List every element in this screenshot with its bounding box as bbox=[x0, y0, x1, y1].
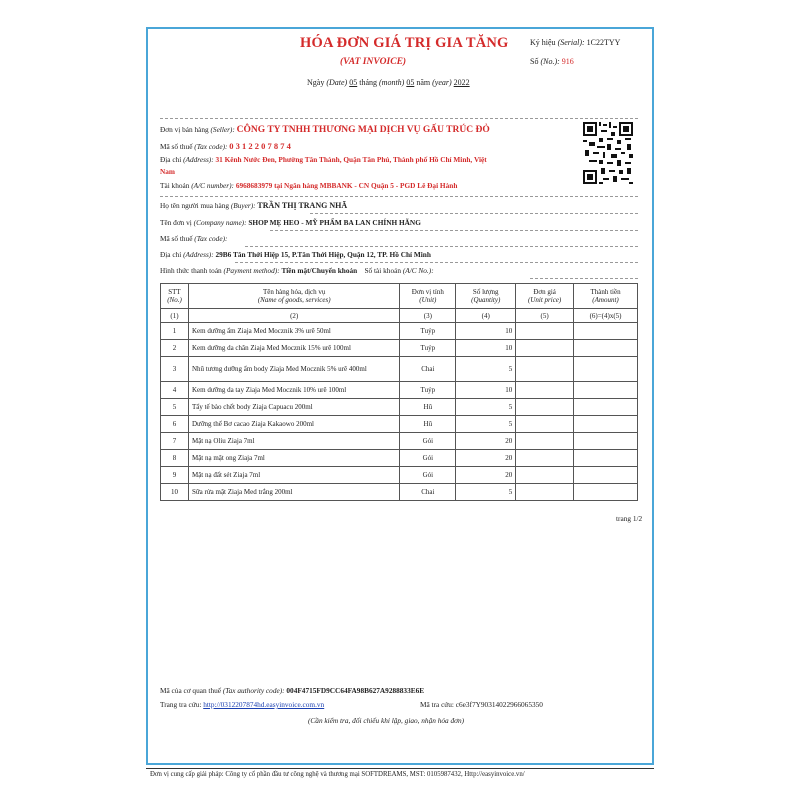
index-cell: (6)=(4)x(5) bbox=[574, 309, 638, 323]
table-row bbox=[161, 467, 638, 484]
qr-code bbox=[583, 122, 633, 184]
item-name: Mặt nạ Oliu Ziaja 7ml bbox=[188, 433, 399, 450]
item-name: Kem dưỡng da chân Ziaja Med Mocznik 15% urê 100ml bbox=[188, 340, 399, 357]
item-name: Dưỡng thể Bơ cacao Ziaja Kakaowo 200ml bbox=[188, 416, 399, 433]
table-row bbox=[161, 399, 638, 416]
serial-line: Ký hiệu (Serial): 1C22TYY bbox=[530, 38, 621, 47]
item-unit: Tuýp bbox=[400, 382, 456, 399]
item-amount bbox=[574, 450, 638, 467]
item-unit: Gói bbox=[400, 433, 456, 450]
item-price bbox=[516, 382, 574, 399]
item-amount bbox=[574, 433, 638, 450]
payment-line: Hình thức thanh toán (Payment method): Tiền mặt/Chuyển khoản Số tài khoản (A/C No.): bbox=[160, 266, 434, 275]
buyer-company-line: Tên đơn vị (Company name): SHOP MẸ HEO - MỸ PHẨM BA LAN CHÍNH HÃNG bbox=[160, 218, 421, 227]
row-number: 7 bbox=[161, 433, 189, 450]
item-quantity: 10 bbox=[456, 323, 516, 340]
index-cell: (1) bbox=[161, 309, 189, 323]
seller-tax-line: Mã số thuế (Tax code): 0 3 1 2 2 0 7 8 7 4 bbox=[160, 141, 291, 151]
row-number: 1 bbox=[161, 323, 189, 340]
invoice-number: 916 bbox=[561, 57, 574, 66]
index-cell: (4) bbox=[456, 309, 516, 323]
item-unit: Tuýp bbox=[400, 323, 456, 340]
dotted-line bbox=[310, 213, 638, 214]
index-cell: (3) bbox=[400, 309, 456, 323]
item-amount bbox=[574, 416, 638, 433]
header-cell: Đơn giá (Unit price) bbox=[516, 284, 574, 309]
row-number: 10 bbox=[161, 484, 189, 501]
index-cell: (5) bbox=[516, 309, 574, 323]
item-amount bbox=[574, 399, 638, 416]
buyer-address-line: Địa chỉ (Address): 29B6 Tân Thới Hiệp 15, P.Tân Thới Hiệp, Quận 12, TP. Hồ Chí Minh bbox=[160, 250, 431, 259]
item-unit: Chai bbox=[400, 357, 456, 382]
item-quantity: 20 bbox=[456, 433, 516, 450]
seller-address: 31 Kênh Nước Đen, Phường Tân Thành, Quận Tân Phú, Thành phố Hồ Chí Minh, Việt bbox=[215, 155, 487, 164]
buyer-address: 29B6 Tân Thới Hiệp 15, P.Tân Thới Hiệp, Quận 12, TP. Hồ Chí Minh bbox=[215, 250, 431, 259]
item-price bbox=[516, 357, 574, 382]
header-cell: STT (No.) bbox=[161, 284, 189, 309]
item-unit: Tuýp bbox=[400, 340, 456, 357]
lookup-code-line: Mã tra cứu: c6e3f7Y903140229660653​50 bbox=[420, 700, 543, 709]
item-quantity: 5 bbox=[456, 416, 516, 433]
seller-address-cont: Nam bbox=[160, 167, 175, 176]
lookup-line: Trang tra cứu: http://0312207874hd.easyinvoice.com.vn bbox=[160, 700, 325, 709]
row-number: 6 bbox=[161, 416, 189, 433]
buyer-tax-line: Mã số thuế (Tax code): bbox=[160, 234, 228, 243]
item-quantity: 5 bbox=[456, 484, 516, 501]
item-price bbox=[516, 433, 574, 450]
item-amount bbox=[574, 467, 638, 484]
buyer-name-line: Họ tên người mua hàng (Buyer): TRẦN THỊ TRANG NHÃ bbox=[160, 201, 348, 210]
item-amount bbox=[574, 382, 638, 399]
item-name: Mặt nạ mật ong Ziaja 7ml bbox=[188, 450, 399, 467]
invoice-subtitle: (VAT INVOICE) bbox=[340, 57, 407, 67]
authority-code-line: Mã của cơ quan thuế (Tax authority code): 004F4715FD9CC64FA98B627A9288833E6E bbox=[160, 686, 425, 695]
seller-account: 6968683979 bbox=[235, 181, 273, 190]
date-line: Ngày (Date) 05 tháng (month) 05 năm (year) 2022 bbox=[307, 78, 470, 87]
footer-divider bbox=[146, 768, 654, 769]
header-cell: Đơn vị tính (Unit) bbox=[400, 284, 456, 309]
dotted-line bbox=[270, 230, 638, 231]
table-row bbox=[161, 340, 638, 357]
table-row bbox=[161, 433, 638, 450]
item-name: Kem dưỡng ẩm Ziaja Med Mocznik 3% urê 50ml bbox=[188, 323, 399, 340]
item-quantity: 20 bbox=[456, 467, 516, 484]
item-amount bbox=[574, 357, 638, 382]
table-row bbox=[161, 382, 638, 399]
header-cell: Thành tiền (Amount) bbox=[574, 284, 638, 309]
row-number: 3 bbox=[161, 357, 189, 382]
row-number: 9 bbox=[161, 467, 189, 484]
authority-code: 004F4715FD9CC64FA98B627A9288833E6E bbox=[286, 686, 425, 695]
serial-value: 1C22TYY bbox=[586, 38, 621, 47]
invoice-title: HÓA ĐƠN GIÁ TRỊ GIA TĂNG bbox=[300, 35, 509, 51]
row-number: 4 bbox=[161, 382, 189, 399]
dotted-line bbox=[530, 278, 638, 279]
table-row bbox=[161, 450, 638, 467]
divider bbox=[160, 196, 638, 197]
item-unit: Hũ bbox=[400, 399, 456, 416]
payment-method: Tiền mặt/Chuyển khoản bbox=[281, 266, 358, 275]
item-price bbox=[516, 450, 574, 467]
item-amount bbox=[574, 484, 638, 501]
row-number: 8 bbox=[161, 450, 189, 467]
header-cell: Tên hàng hóa, dịch vụ (Name of goods, services) bbox=[188, 284, 399, 309]
lookup-code: c6e3f7Y903140229660653​50 bbox=[455, 700, 543, 709]
dotted-line bbox=[235, 262, 638, 263]
item-name: Nhũ tương dưỡng ẩm body Ziaja Med Mocznik 5% urê 400ml bbox=[188, 357, 399, 382]
item-price bbox=[516, 323, 574, 340]
seller-address-line: Địa chỉ (Address): 31 Kênh Nước Đen, Phường Tân Thành, Quận Tân Phú, Thành phố Hồ Chí Minh, Việt bbox=[160, 155, 487, 164]
lookup-link[interactable]: http://0312207874hd.easyinvoice.com.vn bbox=[203, 700, 325, 709]
item-name: Mặt nạ đất sét Ziaja 7ml bbox=[188, 467, 399, 484]
row-number: 2 bbox=[161, 340, 189, 357]
item-unit: Chai bbox=[400, 484, 456, 501]
item-price bbox=[516, 416, 574, 433]
table-row bbox=[161, 357, 638, 382]
item-name: Sữa rửa mặt Ziaja Med trắng 200ml bbox=[188, 484, 399, 501]
item-name: Kem dưỡng da tay Ziaja Med Mocznik 10% urê 100ml bbox=[188, 382, 399, 399]
buyer-name: TRẦN THỊ TRANG NHÃ bbox=[257, 201, 348, 210]
number-line: Số (No.): 916 bbox=[530, 57, 574, 66]
item-quantity: 10 bbox=[456, 382, 516, 399]
index-cell: (2) bbox=[188, 309, 399, 323]
table-index-row bbox=[161, 309, 638, 323]
item-unit: Gói bbox=[400, 450, 456, 467]
page-indicator: trang 1/2 bbox=[616, 514, 643, 523]
item-amount bbox=[574, 323, 638, 340]
divider bbox=[160, 118, 638, 119]
verification-note: (Cần kiểm tra, đối chiếu khi lập, giao, nhận hóa đơn) bbox=[308, 716, 465, 725]
buyer-company: SHOP MẸ HEO - MỸ PHẨM BA LAN CHÍNH HÃNG bbox=[248, 218, 421, 227]
header-cell: Số lượng (Quantity) bbox=[456, 284, 516, 309]
seller-account-line: Tài khoản (A/C number): 6968683979 tại Ngân hàng MBBANK - CN Quận 5 - PGD Lê Đại Hành bbox=[160, 181, 458, 190]
item-quantity: 5 bbox=[456, 357, 516, 382]
item-price bbox=[516, 340, 574, 357]
items-table bbox=[160, 283, 638, 501]
seller-name-line: Đơn vị bán hàng (Seller): CÔNG TY TNHH THƯƠNG MẠI DỊCH VỤ GẤU TRÚC ĐỎ bbox=[160, 125, 490, 135]
table-row bbox=[161, 416, 638, 433]
table-row bbox=[161, 323, 638, 340]
item-unit: Hũ bbox=[400, 416, 456, 433]
dotted-line bbox=[245, 246, 638, 247]
item-price bbox=[516, 399, 574, 416]
item-unit: Gói bbox=[400, 467, 456, 484]
item-quantity: 10 bbox=[456, 340, 516, 357]
table-row bbox=[161, 484, 638, 501]
item-price bbox=[516, 484, 574, 501]
table-header-row bbox=[161, 284, 638, 309]
item-price bbox=[516, 467, 574, 484]
item-amount bbox=[574, 340, 638, 357]
item-quantity: 20 bbox=[456, 450, 516, 467]
row-number: 5 bbox=[161, 399, 189, 416]
seller-name: CÔNG TY TNHH THƯƠNG MẠI DỊCH VỤ GẤU TRÚC ĐỎ bbox=[236, 125, 490, 135]
seller-tax-code: 0 3 1 2 2 0 7 8 7 4 bbox=[229, 141, 291, 151]
item-quantity: 5 bbox=[456, 399, 516, 416]
footer-provider: Đơn vị cung cấp giải pháp: Công ty cổ phần đầu tư công nghệ và thương mại SOFTDREAMS, MST: 0105987432, Http://easyinvoice.vn/ bbox=[150, 771, 525, 778]
item-name: Tẩy tế bào chết body Ziaja Capuacu 200ml bbox=[188, 399, 399, 416]
